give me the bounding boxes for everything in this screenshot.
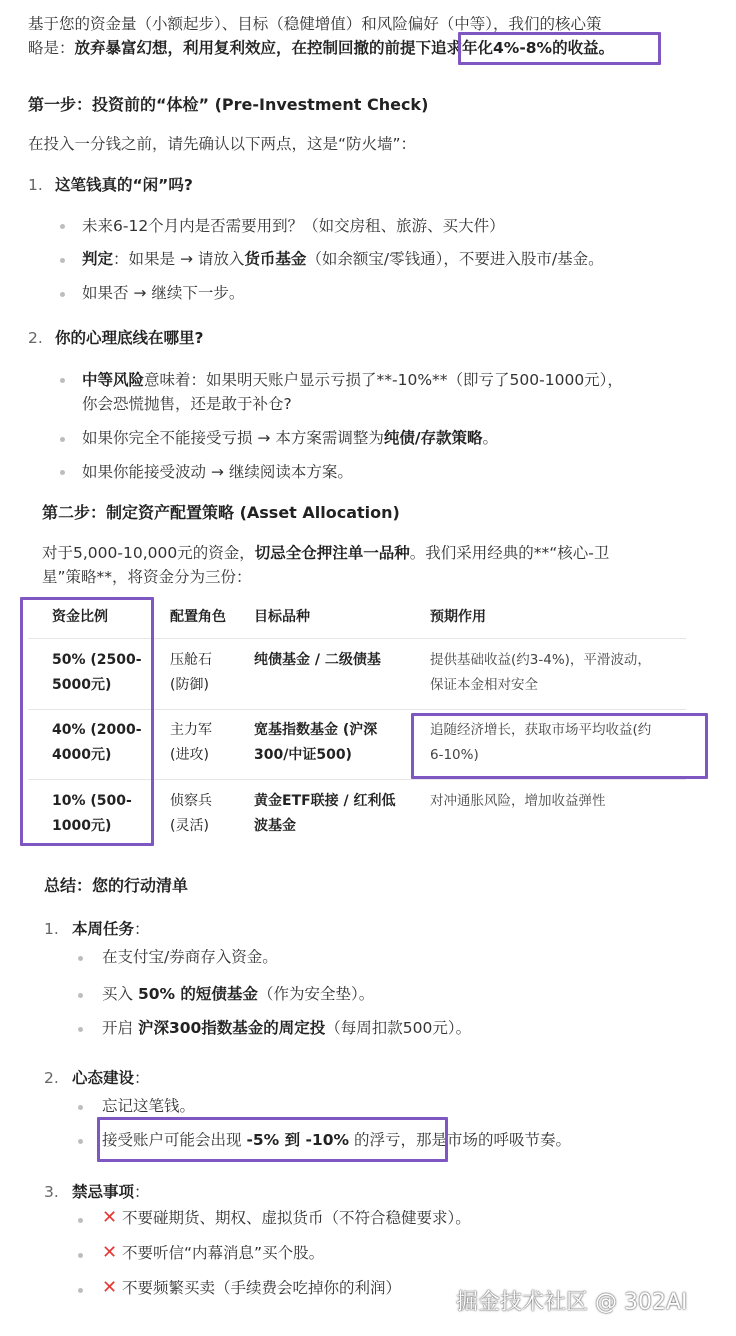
s2-b2-pre: 接受账户可能会出现 (102, 1131, 247, 1149)
watermark: 掘金技术社区 @ 302AI (456, 1290, 688, 1315)
intro-line-1: 基于您的资金量（小额起步）、目标（稳健增值）和风险偏好（中等），我们的核心策 (28, 15, 602, 33)
list-number: 3. (44, 1183, 59, 1201)
pure-bond-strategy: 纯债/存款策略 (383, 429, 483, 447)
cell-role-line-2: (进攻) (170, 747, 209, 763)
s1-bullet-3 (102, 1016, 471, 1040)
s1-bullet-2 (102, 982, 374, 1006)
intro-prefix: 略是： (28, 39, 75, 57)
s1-b3-bold: 沪深300指数基金的周定投 (137, 1019, 326, 1037)
highlight-box-return-target (458, 32, 661, 65)
q2-bullet-3: 如果你能接受波动 → 继续阅读本方案。 (82, 463, 353, 481)
cross-mark-icon: ✕ (102, 1277, 118, 1298)
step1-intro: 在投入一分钱之前，请先确认以下两点，这是“防火墙”： (28, 135, 417, 153)
s1-b3-post: （每周扣款500元）。 (325, 1019, 472, 1037)
cell-role: 侦察兵 (170, 793, 212, 809)
bullet-dot (60, 437, 65, 442)
s2-colon: ： (134, 1069, 150, 1087)
step2-intro-end: 。我们采用经典的**“核心-卫 (409, 544, 610, 562)
bullet-dot (78, 993, 83, 998)
s3-bullet-3 (102, 1276, 401, 1300)
money-fund-label: 货币基金 (244, 250, 307, 268)
bullet-dot (78, 956, 83, 961)
cell-target-line-2: 波基金 (254, 818, 296, 834)
s1-colon: ： (134, 920, 150, 938)
bullet-dot (78, 1027, 83, 1032)
summary-heading: 总结：您的行动清单 (44, 876, 189, 895)
q1-bullet-3: 如果否 → 继续下一步。 (82, 284, 245, 302)
s1-title (72, 917, 150, 941)
highlight-box-ratio-column (20, 597, 154, 846)
s1-title-text: 本周任务 (72, 920, 135, 938)
cell-role-line-2: (灵活) (170, 818, 209, 834)
s3-bullet-2 (102, 1241, 324, 1265)
bullet-dot (60, 470, 65, 475)
s2-b2-post: ，那是市场的呼吸节奏。 (400, 1131, 571, 1149)
table-header-target: 目标品种 (254, 609, 310, 625)
q2-bullet-2-end: 。 (482, 429, 499, 447)
cell-ratio: 10% (500- (52, 793, 132, 809)
cell-effect-line-2: 保证本金相对安全 (430, 677, 538, 693)
step2-intro-1 (42, 541, 609, 565)
list-number: 2. (28, 329, 43, 347)
s2-b2-mid: 的浮亏 (349, 1131, 401, 1149)
highlight-box-drawdown (97, 1117, 448, 1162)
bullet-dot (78, 1253, 83, 1258)
bullet-dot (60, 224, 65, 229)
cell-target: 宽基指数基金 (沪深 (254, 722, 378, 738)
cell-ratio-line-2: 1000元) (52, 818, 112, 834)
q2-bullet-1-line-2: 你会恐慌抛售，还是敢于补仓? (82, 395, 292, 413)
cell-ratio: 50% (2500- (52, 652, 142, 668)
bullet-dot (60, 258, 65, 263)
table-header-effect: 预期作用 (430, 609, 486, 625)
bullet-dot (78, 1288, 83, 1293)
s1-b3-pre: 开启 (102, 1019, 138, 1037)
step2-intro-2: 星”策略**，将资金分为三份： (42, 568, 252, 586)
judgement-label: 判定 (82, 250, 114, 268)
medium-risk-text: 意味着：如果明天账户显示亏损了**-10%**（即亏了500-1000元）， (144, 371, 623, 389)
cell-effect-line-2: 6-10%) (430, 747, 479, 763)
table-header-role: 配置角色 (170, 609, 226, 625)
judgement-text: ：如果是 → 请放入 (113, 250, 245, 268)
cell-role-line-2: (防御) (170, 677, 209, 693)
q2-bullet-2-text: 如果你完全不能接受亏损 → 本方案需调整为 (82, 429, 384, 447)
cell-effect: 提供基础收益(约3-4%)，平滑波动， (430, 652, 651, 668)
cell-ratio-line-2: 5000元) (52, 677, 112, 693)
step2-intro-bold: 切忌全仓押注单一品种 (254, 544, 410, 562)
q1-bullet-2 (82, 247, 604, 271)
cell-effect: 对冲通胀风险，增加收益弹性 (430, 793, 606, 809)
intro-core-strategy: 放弃暴富幻想，利用复利效应，在控制回撤的前提下追求年化4%-8%的收益。 (74, 39, 615, 57)
s2-title (72, 1066, 150, 1090)
cell-role: 压舱石 (170, 652, 212, 668)
cell-effect: 追随经济增长，获取市场平均收益(约 (430, 722, 652, 738)
s3-title-text: 禁忌事项 (72, 1183, 135, 1201)
medium-risk-label: 中等风险 (82, 371, 145, 389)
cell-target-line-2: 300/中证500) (254, 747, 352, 763)
cell-target: 纯债基金 / 二级债基 (254, 652, 381, 668)
s1-bullet-1: 在支付宝/券商存入资金。 (102, 948, 278, 966)
s3-b2-text: 不要听信“内幕消息”买个股。 (122, 1244, 325, 1262)
bullet-dot (60, 292, 65, 297)
cross-mark-icon: ✕ (102, 1207, 118, 1228)
s3-colon: ： (134, 1183, 150, 1201)
bullet-dot (78, 1218, 83, 1223)
step1-heading: 第一步：投资前的“体检” (Pre-Investment Check) (28, 95, 429, 114)
s1-b2-pre: 买入 (102, 985, 138, 1003)
s3-b3-text: 不要频繁买卖（手续费会吃掉你的利润） (122, 1279, 402, 1297)
q1-title: 这笔钱真的“闲”吗? (55, 176, 193, 194)
s3-b1-text: 不要碰期货、期权、虚拟货币（不符合稳健要求）。 (122, 1209, 471, 1227)
bullet-dot (78, 1105, 83, 1110)
s3-title (72, 1180, 150, 1204)
bullet-dot (78, 1139, 83, 1144)
step2-heading: 第二步：制定资产配置策略 (Asset Allocation) (42, 503, 400, 522)
list-number: 1. (44, 920, 59, 938)
list-number: 2. (44, 1069, 59, 1087)
table-header-ratio: 资金比例 (52, 609, 108, 625)
cross-mark-icon: ✕ (102, 1242, 118, 1263)
cell-target: 黄金ETF联接 / 红利低 (254, 793, 396, 809)
cell-role: 主力军 (170, 722, 212, 738)
s2-b2-bold: -5% 到 -10% (246, 1131, 350, 1149)
cell-ratio: 40% (2000- (52, 722, 142, 738)
bullet-dot (60, 378, 65, 383)
s2-bullet-1: 忘记这笔钱。 (102, 1097, 196, 1115)
s2-title-text: 心态建设 (72, 1069, 135, 1087)
q1-bullet-1: 未来6-12个月内是否需要用到？（如交房租、旅游、买大件） (82, 217, 505, 235)
judgement-text-end: （如余额宝/零钱通），不要进入股市/基金。 (306, 250, 604, 268)
s1-b2-bold: 50% 的短债基金 (137, 985, 258, 1003)
highlight-box-index-return (411, 713, 708, 779)
s1-b2-post: （作为安全垫）。 (257, 985, 375, 1003)
step2-intro-text: 对于5,000-10,000元的资金， (42, 544, 255, 562)
q2-title: 你的心理底线在哪里? (55, 329, 204, 347)
q2-bullet-1 (82, 368, 623, 392)
s3-bullet-1 (102, 1206, 471, 1230)
q2-bullet-2 (82, 426, 498, 450)
list-number: 1. (28, 176, 43, 194)
cell-ratio-line-2: 4000元) (52, 747, 112, 763)
